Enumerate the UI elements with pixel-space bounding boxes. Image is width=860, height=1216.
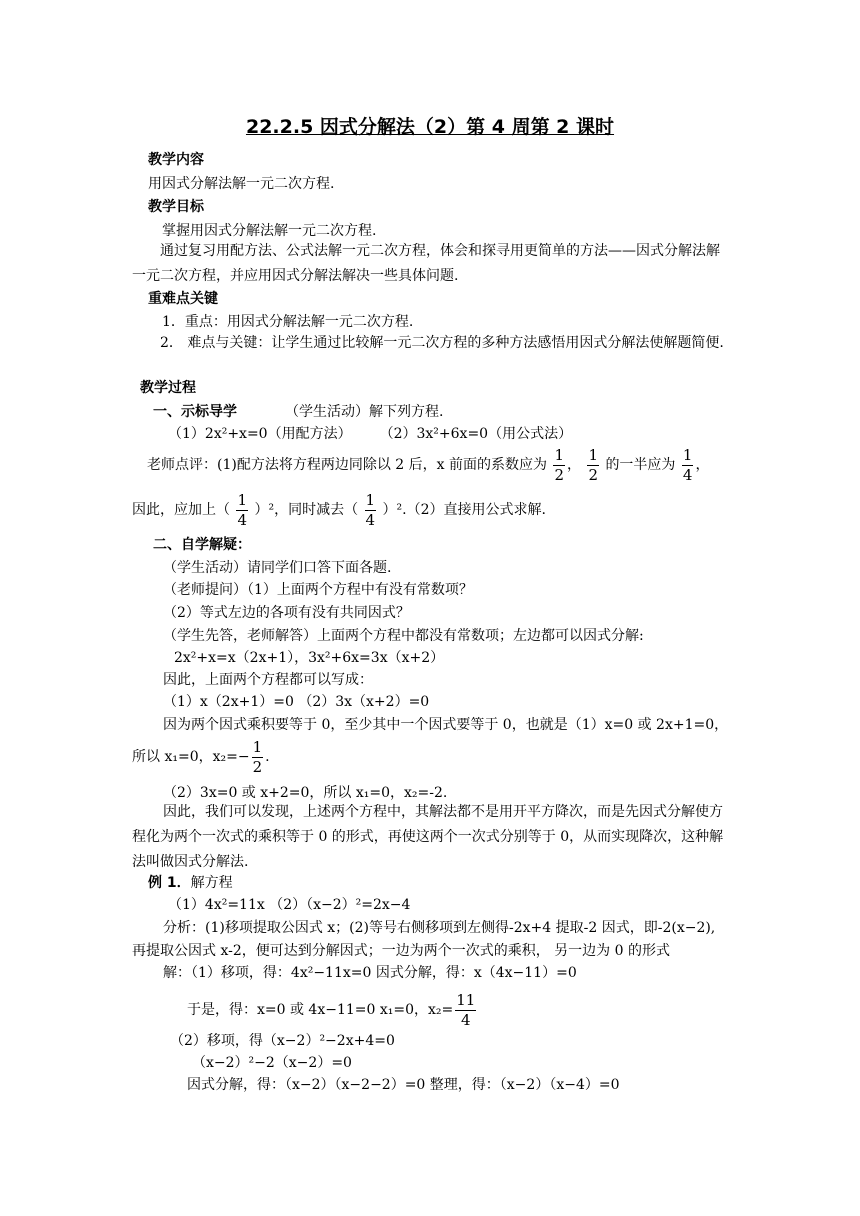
key-point-1: 1．重点：用因式分解法解一元二次方程. (162, 314, 414, 330)
solution-line-2: 于是，得：x=0 或 4x−11=0 x₁=0，x₂= $\frac{11}{4}$ (187, 990, 476, 1029)
part1-activity: （学生活动）解下列方程. (285, 404, 444, 420)
part2-line-5: 2x²+x=x（2x+1），3x²+6x=3x（x+2） (174, 650, 445, 666)
fraction-one-half: $\frac{1}{2}$ (554, 445, 564, 484)
equation-1: （1）2x²+x=0（用配方法） (168, 426, 352, 442)
equation-2: （2）3x²+6x=0（用公式法） (379, 426, 573, 442)
heading-teaching-goals: 教学目标 (148, 199, 204, 215)
part1-line (153, 402, 443, 422)
part2-line-2: （老师提问）（1）上面两个方程中有没有常数项？ (163, 582, 473, 598)
analysis-line-1: 分析：(1)移项提取公因式 x；(2)等号右侧移项到左侧得-2x+4 提取-2 因式，即-2(x−2), (163, 920, 716, 936)
heading-teaching-process: 教学过程 (140, 380, 196, 396)
teacher-comment-line-1: 老师点评：(1)配方法将方程两边同除以 2 后，x 前面的系数应为 $\frac{1}{2}$ ， $\frac{1}{2}$ 的一半应为 $\frac{1}{4}$ ， (147, 445, 710, 484)
fraction-one-quarter: $\frac{1}{4}$ (365, 490, 376, 529)
key-point-2: 2． 难点与关键：让学生通过比较解一元二次方程的多种方法感悟用因式分解法使解题简便. (160, 335, 724, 351)
part2-line-10: （2）3x=0 或 x+2=0，所以 x₁=0，x₂=-2. (163, 785, 448, 801)
page-title: 22.2.5 因式分解法（2）第 4 周第 2 课时 (245, 116, 615, 138)
part2-line-8: 因为两个因式乘积要等于 0，至少其中一个因式要等于 0，也就是（1）x=0 或 2x+1=0， (163, 717, 729, 733)
fraction-one-quarter: $\frac{1}{4}$ (682, 445, 693, 484)
heading-teaching-content: 教学内容 (148, 152, 204, 168)
solution-line-5: 因式分解，得：（x−2）（x−2−2）=0 整理，得：（x−2）（x−4）=0 (187, 1077, 620, 1093)
solution-line-1: 解：（1）移项，得：4x²−11x=0 因式分解，得：x（4x−11）=0 (163, 965, 577, 981)
fraction-one-half: $\frac{1}{2}$ (252, 737, 263, 776)
teacher-comment-line-2: 因此，应加上（ $\frac{1}{4}$ ）²，同时减去（ $\frac{1}{4}$ ）².（2）直接用公式求解. (132, 490, 546, 529)
part2-line-6: 因此，上面两个方程都可以写成： (163, 672, 373, 688)
part2-line-9: 所以 x₁=0，x₂=− $\frac{1}{2}$ . (132, 737, 270, 776)
example-task: 解方程 (190, 875, 233, 891)
fraction-one-quarter: $\frac{1}{4}$ (237, 490, 247, 529)
part2-line-1: （学生活动）请同学们口答下面各题. (163, 560, 392, 576)
example-equations: （1）4x²=11x （2）（x−2）²=2x−4 (168, 897, 411, 913)
solution-line-4: （x−2）²−2（x−2）=0 (192, 1055, 352, 1071)
part2-conclusion: 因此，我们可以发现，上述两个方程中，其解法都不是用开平方降次，而是先因式分解使方程化为两个一次式的乘积等于 0 的形式，再使这两个一次式分别等于 0，从而实现降次，这种解法叫做因式分解法. (132, 804, 724, 870)
fraction-eleven-quarters: $\frac{11}{4}$ (456, 990, 476, 1029)
part2-heading: 二、自学解疑： (153, 537, 251, 553)
heading-key-points: 重难点关键 (148, 291, 218, 307)
part1-heading: 一、示标导学 (153, 404, 237, 420)
goal-line-1: 掌握用因式分解法解一元二次方程. (162, 223, 377, 239)
fraction-one-half: $\frac{1}{2}$ (588, 445, 598, 484)
part1-equations (168, 424, 572, 444)
solution-line-3: （2）移项，得（x−2）²−2x+4=0 (170, 1033, 395, 1049)
part2-line-4: （学生先答，老师解答）上面两个方程中都没有常数项；左边都可以因式分解: (163, 628, 644, 644)
part2-line-3: （2）等式左边的各项有没有共同因式？ (163, 605, 410, 621)
part2-line-7: （1）x（2x+1）=0 （2）3x（x+2）=0 (163, 694, 430, 710)
example-heading-line (148, 873, 233, 893)
goal-paragraph: 通过复习用配方法、公式法解一元二次方程，体会和探寻用更简单的方法——因式分解法解一元二次方程，并应用因式分解法解决一些具体问题. (132, 243, 720, 284)
analysis-line-2: 再提取公因式 x-2，便可达到分解因式；一边为两个一次式的乘积， 另一边为 0 的形式 (132, 943, 670, 959)
teaching-content-text: 用因式分解法解一元二次方程. (148, 176, 335, 192)
example-label: 例 1． (148, 875, 191, 891)
